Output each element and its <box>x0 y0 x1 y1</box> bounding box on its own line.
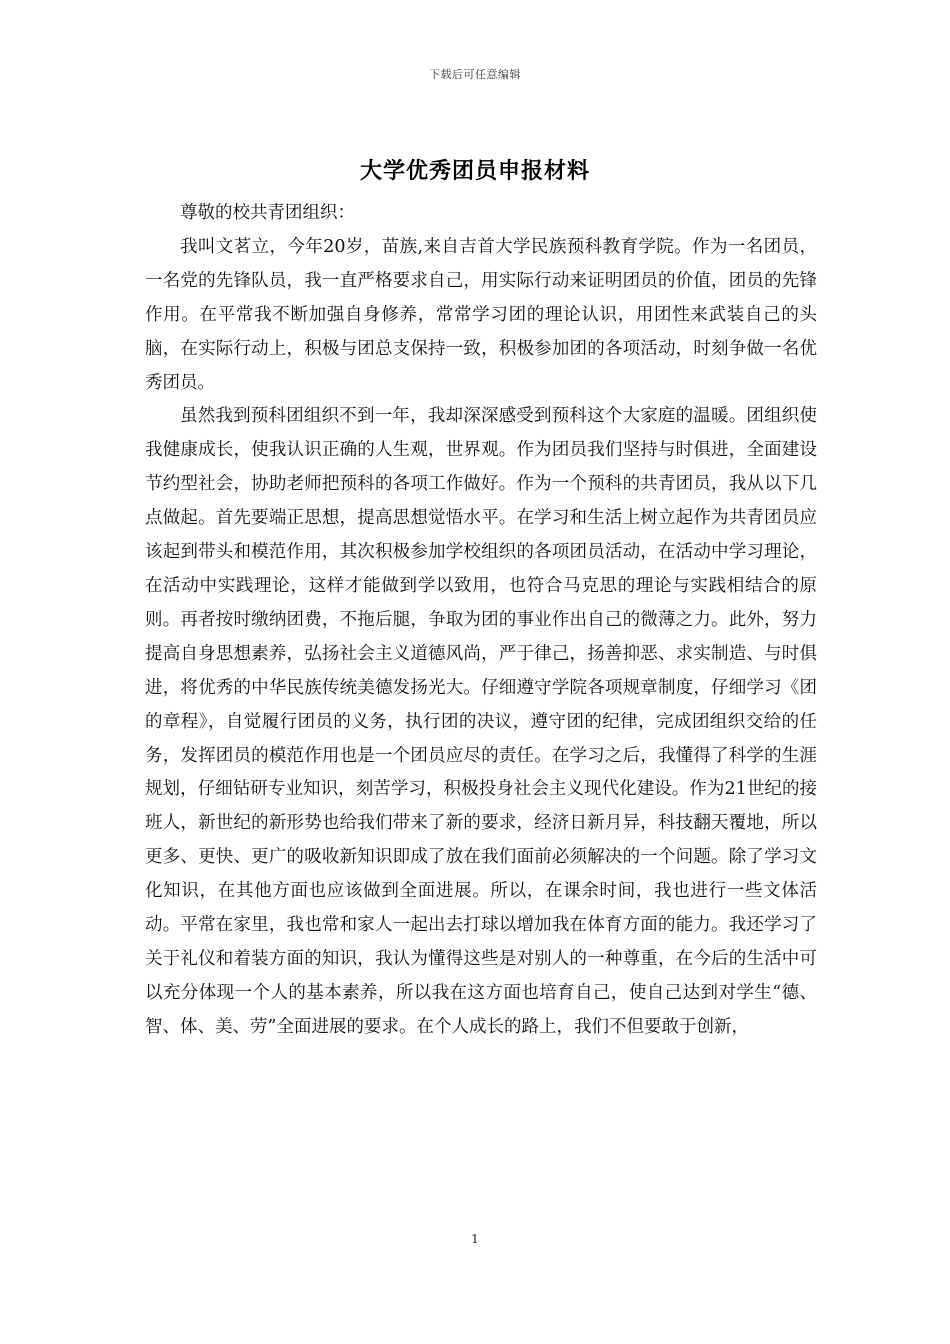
header-note: 下载后可任意编辑 <box>429 68 521 81</box>
page-number: 1 <box>471 1232 479 1246</box>
paragraph-1: 我叫文茗立，今年20岁，苗族,来自吉首大学民族预科教育学院。作为一名团员，一名党的先锋队员，我一直严格要求自己，用实际行动来证明团员的价值，团员的先锋作用。在平常我不断加强自身修养，常常学习团的理论认识，用团性来武装自己的头脑，在实际行动上，积极与团总支保持一致，积极参加团的各项活动，时刻争做一名优秀团员。 <box>145 236 817 393</box>
salutation: 尊敬的校共青团组织： <box>180 203 355 223</box>
paragraph-2: 虽然我到预科团组织不到一年，我却深深感受到预科这个大家庭的温暖。团组织使我健康成长，使我认识正确的人生观，世界观。作为团员我们坚持与时俱进，全面建设节约型社会，协助老师把预科的各项工作做好。作为一个预科的共青团员，我从以下几点做起。首先要端正思想，提高思想觉悟水平。在学习和生活上树立起作为共青团员应该起到带头和模范作用，其次积极参加学校组织的各项团员活动，在活动中学习理论，在活动中实践理论，这样才能做到学以致用，也符合马克思的理论与实践相结合的原则。再者按时缴纳团费，不拖后腿，争取为团的事业作出自己的微薄之力。此外，努力提高自身思想素养，弘扬社会主义道德风尚，严于律己，扬善抑恶、求实制造、与时俱进，将优秀的中华民族传统美德发扬光大。仔细遵守学院各项规章制度，仔细学习《团的章程》，自觉履行团员的义务，执行团的决议，遵守团的纪律，完成团组织交给的任务，发挥团员的模范作用也是一个团员应尽的责任。在学习之后，我懂得了科学的生涯规划，仔细钻研专业知识，刻苦学习，积极投身社会主义现代化建设。作为21世纪的接班人，新世纪的新形势也给我们带来了新的要求，经济日新月异，科技翻天覆地，所以更多、更快、更广的吸收新知识即成了放在我们面前必须解决的一个问题。除了学习文化知识，在其他方面也应该做到全面进展。所以，在课余时间，我也进行一些文体活动。平常在家里，我也常和家人一起出去打球以增加我在体育方面的能力。我还学习了关于礼仪和着装方面的知识，我认为懂得这些是对别人的一种尊重，在今后的生活中可以充分体现一个人的基本素养，所以我在这方面也培育自己，使自己达到对学生“德、智、体、美、劳”全面进展的要求。在个人成长的路上，我们不但要敢于创新， <box>145 406 817 1037</box>
document-title: 大学优秀团员申报材料 <box>359 159 590 184</box>
document-body <box>145 197 817 1045</box>
